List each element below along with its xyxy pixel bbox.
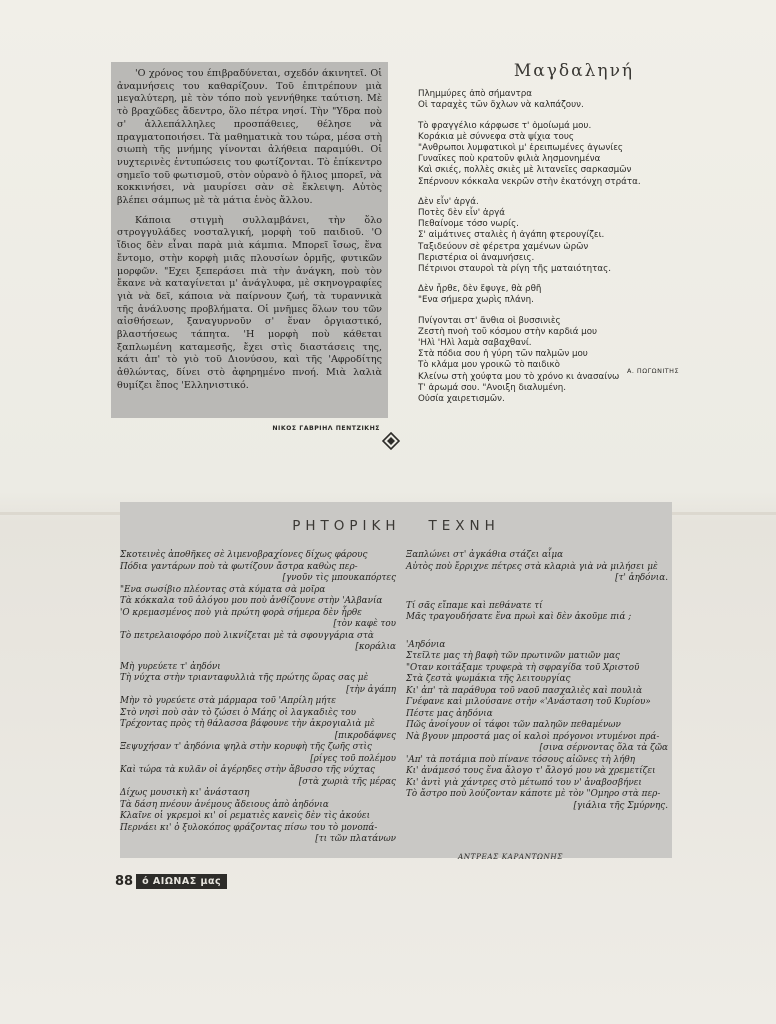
- poem-line: Κι' ἀντὶ γιὰ χάντρες στὸ μέτωπό του ν' ἀναβοσβήνει: [406, 777, 642, 788]
- poem-line: Κι' ἀνάμεσό τους ἕνα ἄλογο τ' ἄλογό μου νὰ χρεμετίζει: [406, 766, 656, 776]
- poem-line: Περνάει κι' ὁ ξυλοκόπος φράζοντας πίσω του τὸ μονοπά-: [120, 822, 378, 833]
- poem-line: Ξεψυχήσαν τ' ἀηδόνια ψηλὰ στὴν κορυφὴ τῆς ζωῆς στὶς: [120, 742, 372, 752]
- poem-line: Στεῖλτε μας τὴ βαφὴ τῶν πρωτινῶν ματιῶν μας: [406, 651, 620, 661]
- bottom-poem-title-word-2: ΤΕΧΝΗ: [428, 518, 500, 534]
- poem-line: Σκοτεινὲς ἀποθῆκες σὲ λιμενοβραχίονες δίχως φάρους: [120, 550, 368, 560]
- bottom-poem-title: [120, 518, 672, 534]
- bottom-poem-title-word-1: ΡΗΤΟΡΙΚΗ: [292, 518, 401, 534]
- poem-line: [τ' ἀηδόνια.: [615, 573, 668, 583]
- right-poem-author: Α. ΠΩΓΩΝΙΤΗΣ: [627, 367, 679, 375]
- poem-line: Τὴ νύχτα στὴν τριανταφυλλιὰ τῆς πρώτης ὥρας σας μὲ: [120, 673, 369, 683]
- stanza-gap: [406, 593, 668, 601]
- poem-line: Πῶς ἀνοίγουν οἱ τάφοι τῶν παληῶν πεθαμένων: [406, 720, 621, 730]
- poem-line: Κι' ἀπ' τὰ παράθυρα τοῦ ναοῦ πασχαλιὲς καὶ πουλιὰ: [406, 685, 643, 696]
- poem-line: Πνίγονται στ' ἄνθια οἱ βυσσινιὲς: [418, 315, 561, 326]
- poem-line: Καὶ τώρα τὰ κυλᾶν οἱ ἀγέρηδες στὴν ἄβυσσο τῆς νύχτας: [120, 765, 376, 775]
- right-poem-stanzas: [399, 89, 729, 405]
- poem-line: Οἱ ταραχὲς τῶν ὄχλων νὰ καλπάζουν.: [418, 100, 584, 111]
- poem-line: Τὸ ἄστρο ποὺ λούζονταν κάποτε μὲ τὸν "Ομηρο στὰ περ-: [406, 789, 661, 799]
- left-article-author: ΝΙΚΟΣ ΓΑΒΡΙΗΛ ΠΕΝΤΖΙΚΗΣ: [272, 425, 380, 432]
- poem-line: Νὰ βγουν μπροστά μας οἱ καλοὶ πρόγονοι ντυμένοι πρά-: [406, 731, 660, 742]
- poem-line: Στὰ ζεστὰ ψωμάκια τῆς λειτουργίας: [406, 674, 571, 684]
- poem-line: Τί σᾶς εἴπαμε καὶ πεθάνατε τί: [406, 600, 543, 611]
- right-poem-title: Μαγδαληνή: [513, 61, 635, 81]
- stanza-gap: [120, 654, 396, 662]
- poem-line: Οὐσία χαιρετισμῶν.: [418, 394, 505, 405]
- poem-stanza: [418, 197, 729, 275]
- poem-line: Ποτὲς δὲν εἶν' ἀργά: [418, 208, 506, 219]
- poem-line: [τὸν καφὲ του: [333, 619, 396, 629]
- poem-line: 'Ο κρεμασμένος ποὺ γιὰ πρώτη φορὰ σήμερα δὲν ἦρθε: [120, 607, 362, 618]
- poem-line: [τὴν ἀγάπη: [346, 684, 396, 695]
- poem-line: Πεθαίνομε τόσο νωρίς.: [418, 219, 519, 230]
- poem-line: Στὰ πόδια σου ἡ γύρη τῶν παλμῶν μου: [418, 349, 588, 360]
- poem-line: Κοράκια μὲ σύννεφα στὰ ψίχια τους: [418, 131, 574, 142]
- poem-line: Πέτρινοι σταυροὶ τὰ ρίγη τῆς ματαιότητας.: [418, 264, 611, 275]
- poem-line: [στὰ χωριὰ τῆς μέρας: [298, 776, 396, 787]
- poem-line: [ρίγες τοῦ πολέμου: [310, 753, 396, 764]
- left-article-text: [117, 68, 382, 393]
- poem-line: Περιστέρια οἱ ἀναμνήσεις.: [418, 252, 535, 263]
- poem-line: Τὸ πετρελαιοφόρο ποὺ λικνίζεται μὲ τὰ σφουγγάρια στὰ: [120, 630, 374, 641]
- page-footer: [115, 874, 227, 889]
- poem-line: "Ανθρωποι λυμφατικοὶ μ' ἐρειπωμένες ἀγωνίες: [418, 143, 623, 154]
- stanza-gap: [406, 585, 668, 593]
- poem-line: Τὰ κόκκαλα τοῦ ἀλόγου μου ποὺ ἀνθίζουνε στὴν 'Αλβανία: [120, 596, 383, 606]
- poem-line: Δὲν ἦρθε, δὲν ἔφυγε, θὰ ρθῆ: [418, 284, 542, 295]
- stanza-gap: [406, 632, 668, 640]
- poem-line: [γιάλια τῆς Σμύρνης.: [573, 800, 668, 811]
- bottom-poem-author: ΑΝΤΡΕΑΣ ΚΑΡΑΝΤΩΝΗΣ: [458, 852, 563, 861]
- poem-stanza: [418, 284, 729, 306]
- poem-line: Μᾶς τραγουδήσατε ἕνα πρωὶ καὶ δὲν ἀκοῦμε πιά ;: [406, 612, 632, 622]
- right-poem: [399, 61, 729, 414]
- poem-line: Μὴ γυρεύετε τ' ἀηδόνι: [120, 661, 221, 672]
- left-paragraph-2: Κάποια στιγμὴ συλλαμβάνει, τὴν ὅλο στρογγυλάδες νοσταλγική, μορφὴ τοῦ παιδιοῦ. 'Ο ἴδιος δὲν εἶναι παρὰ μιὰ κάμπια. Μπορεῖ ἴσως, ἕνα ἔντομο, στὴν κορφὴ μιᾶς πλουσίων ὁρμῆς, φυτικῶν μορφῶν. "Εχει ξεπεράσει πιὰ τὴν ἀνάγκη, ποὺ τὸν ἔκανε νὰ καταγίνεται μ' ἀνάγλυφα, μὲ σκηνογραφίες γιὰ νὰ δεῖ, κάποια νὰ παίρνουν ζωή, τὰ τυραννικὰ τῆς ἀνάλυσης προβλήματα. Οἱ μνῆμες ὅλων του τῶν αἰσθήσεων, ξαναγυρνοῦν σ' ἕναν ὀργιαστικό, βλαστήσεως τάπητα. 'Η μορφὴ ποὺ κάθεται ξαπλωμένη καταμεσῆς, ἔχει στὶς διαστάσεις της, κάτι ἀπ' τὸ γιὸ τοῦ Διονύσου, καὶ τῆς 'Αφροδίτης ἀθλώντας, δίνει στὸ ἀφηρημένο πνοή. Μιὰ λαλιὰ θυμίζει ἔπος 'Ελληνιστικό.: [117, 214, 382, 391]
- poem-line: Μὴν τὸ γυρεύετε στὰ μάρμαρα τοῦ 'Απρίλη μήτε: [120, 696, 337, 706]
- poem-line: "Οταν κοιτάξαμε τρυφερὰ τὴ σφραγίδα τοῦ Χριστοῦ: [406, 662, 640, 673]
- poem-line: "Ενα σωσίβιο πλέοντας στὰ κύματα σὰ μοῖρα: [120, 584, 326, 595]
- poem-stanza: [418, 121, 729, 188]
- poem-line: Κλείνω στὴ χούφτα μου τὸ χρόνο κι ἀνασαίνω: [418, 371, 620, 382]
- poem-line: Ζεστὴ πνοὴ τοῦ κόσμου στὴν καρδιά μου: [418, 326, 598, 337]
- poem-line: Πέστε μας ἀηδόνια: [406, 708, 493, 719]
- poem-line: Γυναῖκες ποὺ κρατοῦν φιλιὰ λησμονημένα: [418, 154, 601, 165]
- poem-line: [κοράλια: [355, 642, 396, 652]
- poem-line: [γνοῦν τὶς μπουκαπόρτες: [282, 573, 396, 583]
- poem-line: Τὰ δάση πνέουν ἀνέμους ἄδειους ἀπὸ ἀηδόνια: [120, 799, 329, 810]
- poem-line: Γνέφανε καὶ μιλούσανε στὴν «'Ανάσταση τοῦ Κυρίου»: [406, 697, 651, 707]
- poem-stanza: [418, 316, 729, 406]
- poem-line: Αὐτὸς ποὺ ἔρριχνε πέτρες στὰ κλαριὰ γιὰ νὰ μιλήσει μὲ: [406, 561, 658, 572]
- poem-line: Δίχως μουσικὴ κι' ἀνάσταση: [120, 788, 250, 798]
- left-article-box: [111, 62, 388, 432]
- poem-line: Τρέχοντας πρὸς τὴ θάλασσα βάφουνε τὴν ἀκρογιαλιὰ μὲ: [120, 719, 375, 729]
- poem-line: [πικροδάφνες: [334, 730, 396, 741]
- poem-line: Πόδια γαντάρων ποὺ τὰ φωτίζουν ἄστρα καθὼς περ-: [120, 561, 358, 572]
- magazine-name: ό ΑΙΩΝΑΣ μας: [136, 874, 227, 889]
- poem-line: Κλαῖνε οἱ γκρεμοὶ κι' οἱ ρεματιὲς κανεὶς δὲν τὶς ἀκούει: [120, 811, 371, 821]
- bottom-poem-right-column: [406, 550, 668, 812]
- poem-line: "Ενα σήμερα χωρὶς πλάνη.: [418, 295, 534, 306]
- poem-line: 'Απ' τὰ ποτάμια ποὺ πίνανε τόσους αἰῶνες τὴ λήθη: [406, 754, 635, 765]
- poem-stanza: [418, 89, 729, 111]
- poem-line: Στὸ νησὶ ποὺ σὰν τὸ ζώσει ὁ Μάης οἱ λαγκαδιὲς του: [120, 707, 356, 718]
- poem-line: Τὸ φραγγέλιο κάρφωσε τ' ὁμοίωμά μου.: [418, 120, 592, 131]
- poem-line: Τ' ἀρωμά σου. "Ανοιξη διαλυμένη.: [418, 382, 567, 393]
- poem-line: Καὶ σκιές, πολλὲς σκιὲς μὲ λιτανεῖες σαρκασμῶν: [418, 165, 632, 176]
- poem-line: Ταξιδεύουν σὲ φέρετρα χαμένων ὡρῶν: [418, 241, 589, 252]
- poem-line: [σινα σέρνοντας ὅλα τὰ ζῶα: [539, 743, 668, 753]
- diamond-ornament-icon: [382, 432, 400, 450]
- poem-line: 'Ηλὶ 'Ηλὶ λαμὰ σαβαχθανί.: [418, 338, 532, 349]
- poem-line: Σπέρνουν κόκκαλα νεκρῶν στὴν ἑκατόνχη στράτα.: [418, 176, 641, 187]
- left-paragraph-1: 'Ο χρόνος του έπιβραδύνεται, σχεδόν άκινητεῖ. Οἱ ἀναμνήσεις του καθαρίζουν. Τοῦ ἐπιτρέπουν μιὰ μεγαλύτερη, μὲ τὸν τόπο ποὺ γεννήθηκε ταύτιση. Μὲ τὸ βραχῶδες ἄδεντρο, ὅλο πέτρα νησί. Τὴν "Υδρα ποὺ σ' ἀλλεπάλληλες προσπάθειες, θέλησε νὰ πραγματοποιήσει. Τὰ μαθηματικὰ του τώρα, μέσα στὴ σιωπὴ τῆς μνήμης γίνονται ἀλήθεια παραμύθι. Οἱ νυχτερινὲς ἐντυπώσεις του φωτίζονται. Τὸ ἐπίκεντρο σημεῖο τοῦ φωτισμοῦ, στὸν οὐρανὸ ὁ ἥλιος μπορεῖ, νὰ κοκκινήσει, νὰ μαυρίσει σὰν σὲ ἔκλειψη. Αὐτὸς βλέπει σάμπως μὲ τὰ μάτια ἑνὸς ἄλλου.: [117, 68, 382, 207]
- poem-line: 'Αηδόνια: [406, 639, 446, 650]
- poem-line: Τὸ κλάμα μου γροικῶ τὸ παιδικὸ: [418, 360, 560, 371]
- poem-line: Πλημμύρες ἀπὸ σήμαντρα: [418, 89, 532, 100]
- page-number: 88: [115, 874, 134, 889]
- poem-line: Σ' αἱμάτινες σταλιὲς ἡ ἀγάπη φτερουγίζει.: [418, 230, 605, 241]
- poem-line: Ξαπλώνει στ' ἀγκάθια στάζει αἷμα: [406, 550, 564, 560]
- bottom-poem-box: [120, 502, 672, 858]
- poem-line: [τι τῶν πλατάνων: [315, 834, 396, 844]
- poem-line: Δὲν εἶν' ἀργά.: [418, 196, 479, 207]
- stanza-gap: [406, 624, 668, 632]
- bottom-poem-left-column: [120, 550, 396, 846]
